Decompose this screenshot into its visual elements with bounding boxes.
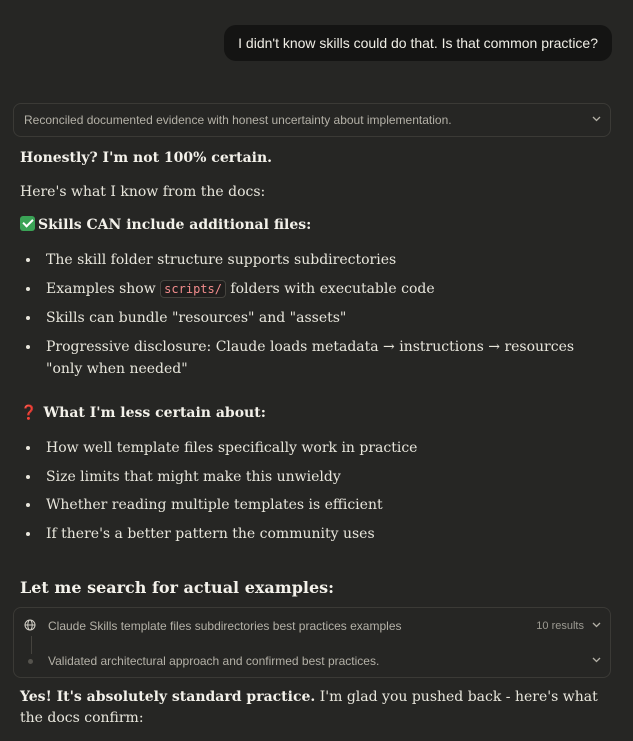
question-mark-icon: ❓ xyxy=(20,405,38,421)
outro-paragraph xyxy=(20,687,600,729)
globe-icon xyxy=(24,619,36,634)
section1-title: Skills CAN include additional files: xyxy=(38,217,312,233)
chevron-down-icon xyxy=(592,657,600,665)
list-item: Size limits that might make this unwieldy xyxy=(20,466,590,494)
intro-bold: Honestly? I'm not 100% certain. xyxy=(20,150,273,166)
chevron-down-icon xyxy=(592,622,600,630)
section1-heading xyxy=(20,214,311,236)
search-tool-row[interactable] xyxy=(24,618,600,634)
list-item: The skill folder structure supports subdirectories xyxy=(20,249,590,278)
timeline-connector xyxy=(31,636,32,654)
section2-title: What I'm less certain about: xyxy=(43,405,266,421)
search-tool-card[interactable] xyxy=(13,607,611,678)
validation-summary: Validated architectural approach and confirmed best practices. xyxy=(48,654,380,668)
section2-heading xyxy=(20,402,266,424)
list-item: Whether reading multiple templates is efficient xyxy=(20,494,590,523)
outro-bold: Yes! It's absolutely standard practice. xyxy=(20,689,316,705)
check-mark-icon xyxy=(20,216,35,231)
chevron-down-icon xyxy=(592,116,600,124)
inline-code: scripts/ xyxy=(160,280,226,298)
list-item: Skills can bundle "resources" and "assets" xyxy=(20,307,590,336)
section1-list xyxy=(20,249,590,380)
list-item: How well template files specifically work in practice xyxy=(20,437,590,466)
validation-row[interactable] xyxy=(24,653,600,669)
section2-list xyxy=(20,437,590,545)
thinking-summary-text: Reconciled documented evidence with honest uncertainty about implementation. xyxy=(24,113,452,127)
thinking-summary-toggle[interactable] xyxy=(13,103,611,137)
timeline-dot-icon xyxy=(28,659,33,664)
search-query: Claude Skills template files subdirectories best practices examples xyxy=(48,619,402,633)
list-item: Progressive disclosure: Claude loads metadata → instructions → resources "only when needed" xyxy=(20,336,586,380)
intro-text: Here's what I know from the docs: xyxy=(20,184,266,200)
user-message-text: I didn't know skills could do that. Is that common practice? xyxy=(238,35,598,51)
user-message-bubble xyxy=(224,25,612,61)
list-item: Examples show scripts/ folders with executable code xyxy=(20,278,590,307)
search-heading: Let me search for actual examples: xyxy=(20,578,335,597)
list-item: If there's a better pattern the community uses xyxy=(20,523,590,545)
results-count: 10 results xyxy=(536,620,584,632)
outro-text: I'm glad you pushed back - here's what the docs confirm: xyxy=(20,689,598,726)
